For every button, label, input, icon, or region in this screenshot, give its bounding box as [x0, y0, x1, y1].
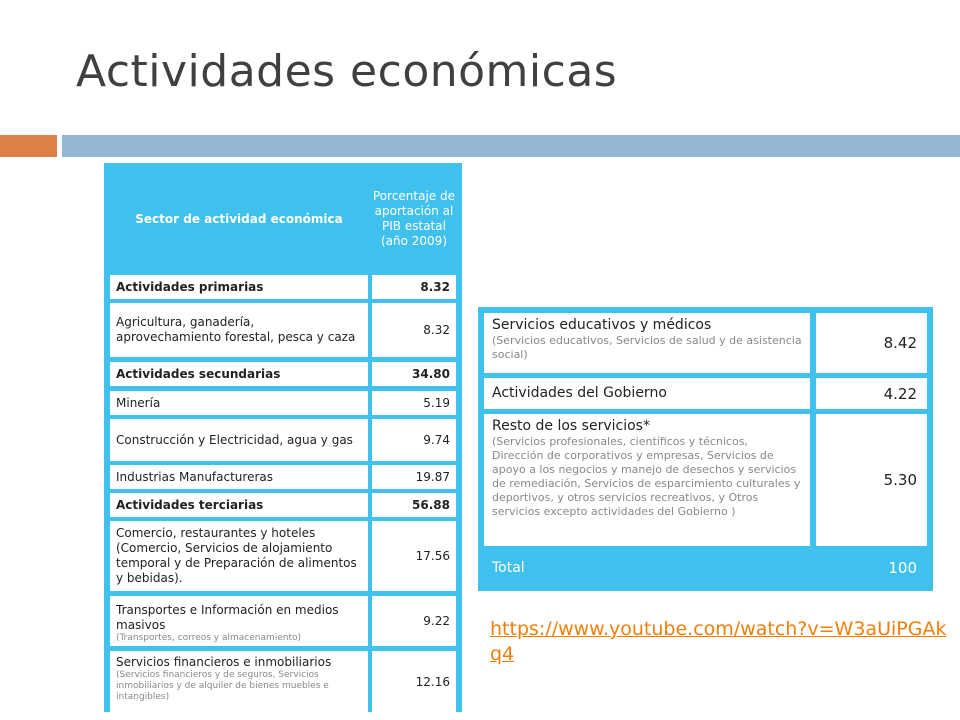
row-label: Comercio, restaurantes y hoteles (Comercio, Servicios de alojamiento temporal y de Preparación de alimentos y bebidas). [110, 521, 368, 591]
total-value: 100 [816, 551, 927, 585]
row-label: Servicios educativos y médicos [492, 317, 712, 333]
row-value: 5.30 [816, 414, 927, 546]
row-value: 8.32 [372, 275, 456, 299]
header-year: (año 2009) [380, 234, 448, 248]
row-value: 12.16 [372, 651, 456, 712]
youtube-link[interactable]: https://www.youtube.com/watch?v=W3aUiPGAkq4 [490, 618, 947, 665]
row-value: 8.42 [816, 313, 927, 373]
row-label: Transportes e Información en medios masivos [116, 603, 339, 632]
row-label-with-sub [110, 596, 368, 646]
row-label: Construcción y Electricidad, agua y gas [110, 419, 368, 461]
row-label: Industrias Manufactureras [110, 465, 368, 489]
pib-table-right [478, 307, 933, 591]
total-label: Total [484, 551, 810, 585]
header-percentage [372, 169, 456, 269]
accent-bar-blue [62, 135, 960, 157]
row-label: Actividades primarias [110, 275, 368, 299]
row-sublabel: (Servicios profesionales, científicos y técnicos, Dirección de corporativos y empresas, Servicios de apoyo a los negocios y manejo de desechos y servicios de remediación, Servicios de esparcimiento culturales y deportivos, y otros servicios recreativos, y Otros servicios excepto actividades del Gobierno ) [492, 435, 801, 518]
row-value: 8.32 [372, 303, 456, 357]
row-label: Servicios financieros e inmobiliarios [116, 655, 332, 669]
row-label-with-sub [484, 313, 810, 373]
row-value: 9.22 [372, 596, 456, 646]
row-label: Actividades del Gobierno [484, 378, 810, 409]
slide-title: Actividades económicas [76, 46, 618, 97]
row-value: 19.87 [372, 465, 456, 489]
row-value: 34.80 [372, 362, 456, 386]
row-value: 5.19 [372, 391, 456, 415]
row-label: Resto de los servicios* [492, 418, 650, 434]
row-label: Agricultura, ganadería, aprovechamiento forestal, pesca y caza [110, 303, 368, 357]
row-sublabel: (Transportes, correos y almacenamiento) [116, 633, 302, 643]
row-label: Actividades terciarias [110, 493, 368, 517]
row-value: 4.22 [816, 378, 927, 409]
header-sector: Sector de actividad económica [110, 169, 368, 269]
row-label: Actividades secundarias [110, 362, 368, 386]
row-value: 17.56 [372, 521, 456, 591]
accent-bar-orange [0, 135, 57, 157]
row-value: 9.74 [372, 419, 456, 461]
row-label: Minería [110, 391, 368, 415]
row-value: 56.88 [372, 493, 456, 517]
row-label-with-sub [110, 651, 368, 712]
row-label-with-sub [484, 414, 810, 546]
pib-table-left [104, 163, 462, 712]
header-percentage-label: Porcentaje de aportación al PIB estatal [373, 189, 455, 233]
row-sublabel: (Servicios financieros y de seguros, Servicios inmobiliarios y de alquiler de bienes muebles e intangibles) [116, 670, 329, 702]
row-sublabel: (Servicios educativos, Servicios de salud y de asistencia social) [492, 334, 802, 361]
